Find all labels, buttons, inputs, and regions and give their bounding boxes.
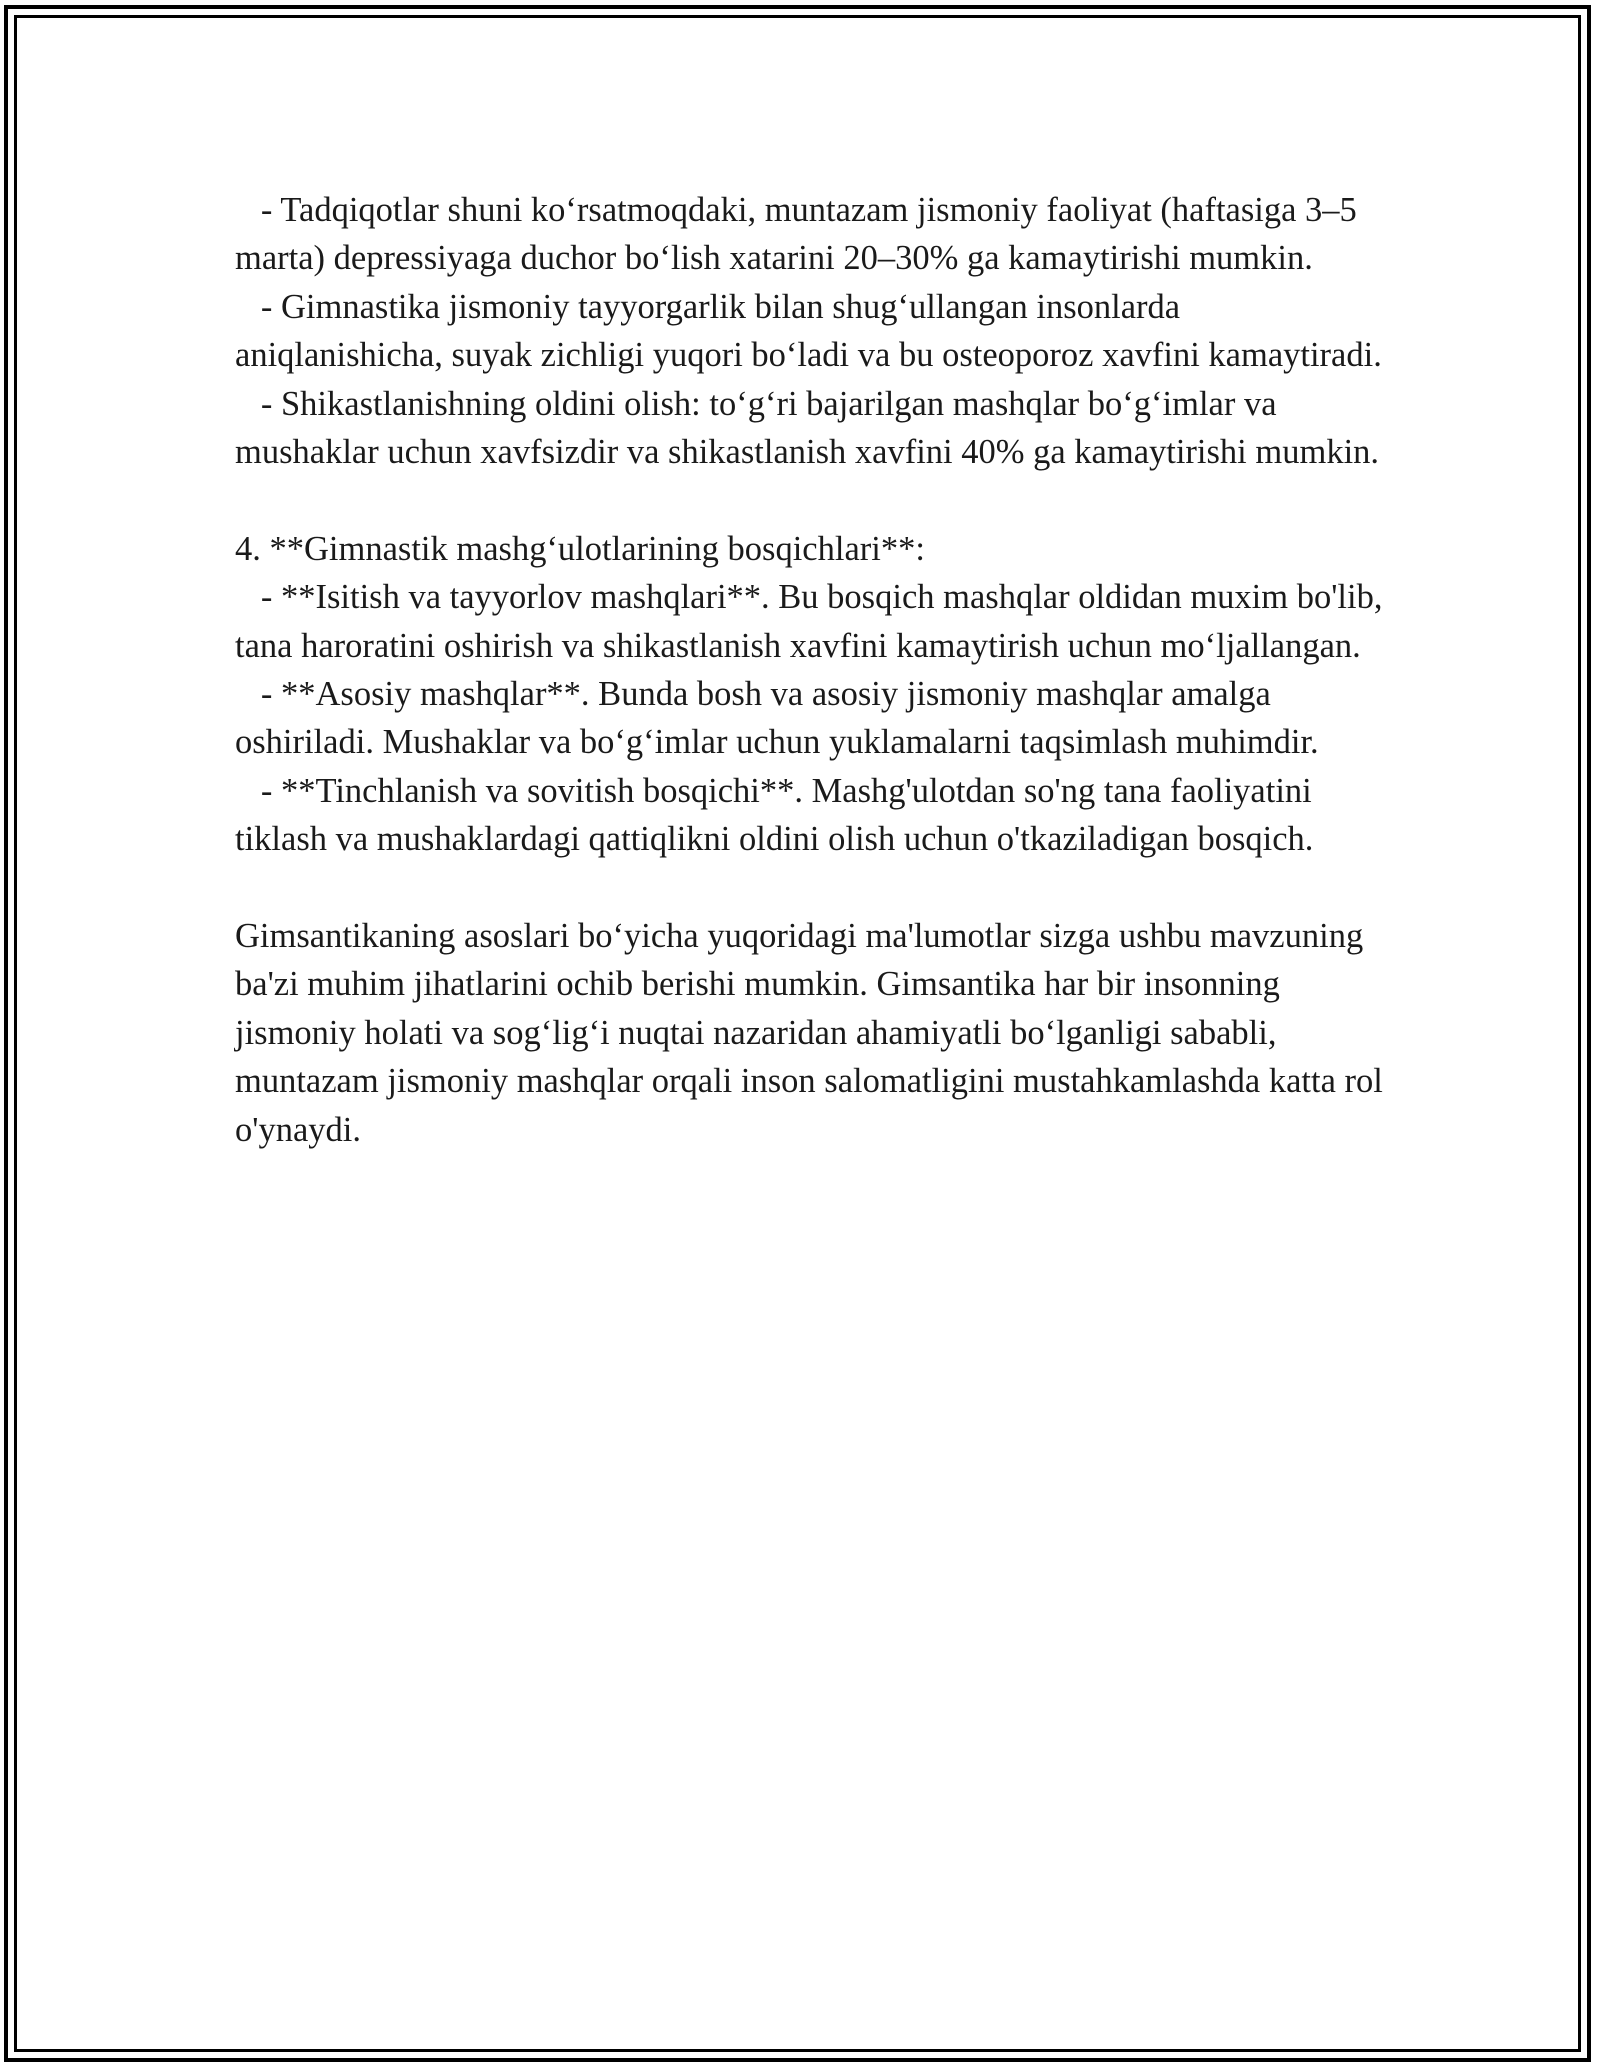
stage-item-warmup: - **Isitish va tayyorlov mashqlari**. Bu bosqich mashqlar oldidan muxim bo'lib, tana haroratini oshirish va shikastlanish xavfini kamaytirish uchun mo‘ljallangan. <box>235 578 1392 665</box>
conclusion-paragraph: Gimsantikaning asoslari bo‘yicha yuqoridagi ma'lumotlar sizga ushbu mavzuning ba'zi muhim jihatlarini ochib berishi mumkin. Gimsantika har bir insonning jismoniy holati va sog‘lig‘i nuqtai nazaridan ahamiyatli bo‘lganligi sababli, muntazam jismoniy mashqlar orqali inson salomatligini mustahkamlashda katta rol o'ynaydi. <box>235 917 1392 1149</box>
research-item-bone-density: - Gimnastika jismoniy tayyorgarlik bilan shug‘ullangan insonlarda aniqlanishicha, suyak zichligi yuqori bo‘ladi va bu osteoporoz xavfini kamaytiradi. <box>235 287 1382 375</box>
paragraph-gap <box>235 864 1395 912</box>
research-item-injury-prevention: - Shikastlanishning oldini olish: to‘g‘ri bajarilgan mashqlar bo‘g‘imlar va mushaklar uchun xavfsizdir va shikastlanish xavfini 40% ga kamaytirishi mumkin. <box>235 384 1380 472</box>
section-heading: 4. **Gimnastik mashg‘ulotlarining bosqichlari**: <box>235 529 925 568</box>
stage-item-cooldown: - **Tinchlanish va sovitish bosqichi**. Mashg'ulotdan so'ng tana faoliyatini tiklash va mushaklardagi qattiqlikni oldini olish uchun o'tkaziladigan bosqich. <box>235 771 1321 859</box>
document-body <box>235 186 1395 1154</box>
paragraph-gap <box>235 476 1395 524</box>
research-item-depression: - Tadqiqotlar shuni ko‘rsatmoqdaki, muntazam jismoniy faoliyat (haftasiga 3–5 marta) depressiyaga duchor bo‘lish xatarini 20–30% ga kamaytirishi mumkin. <box>235 191 1366 278</box>
stage-item-main: - **Asosiy mashqlar**. Bunda bosh va asosiy jismoniy mashqlar amalga oshiriladi. Mushaklar va bo‘g‘imlar uchun yuklamalarni taqsimlash muhimdir. <box>235 675 1319 762</box>
